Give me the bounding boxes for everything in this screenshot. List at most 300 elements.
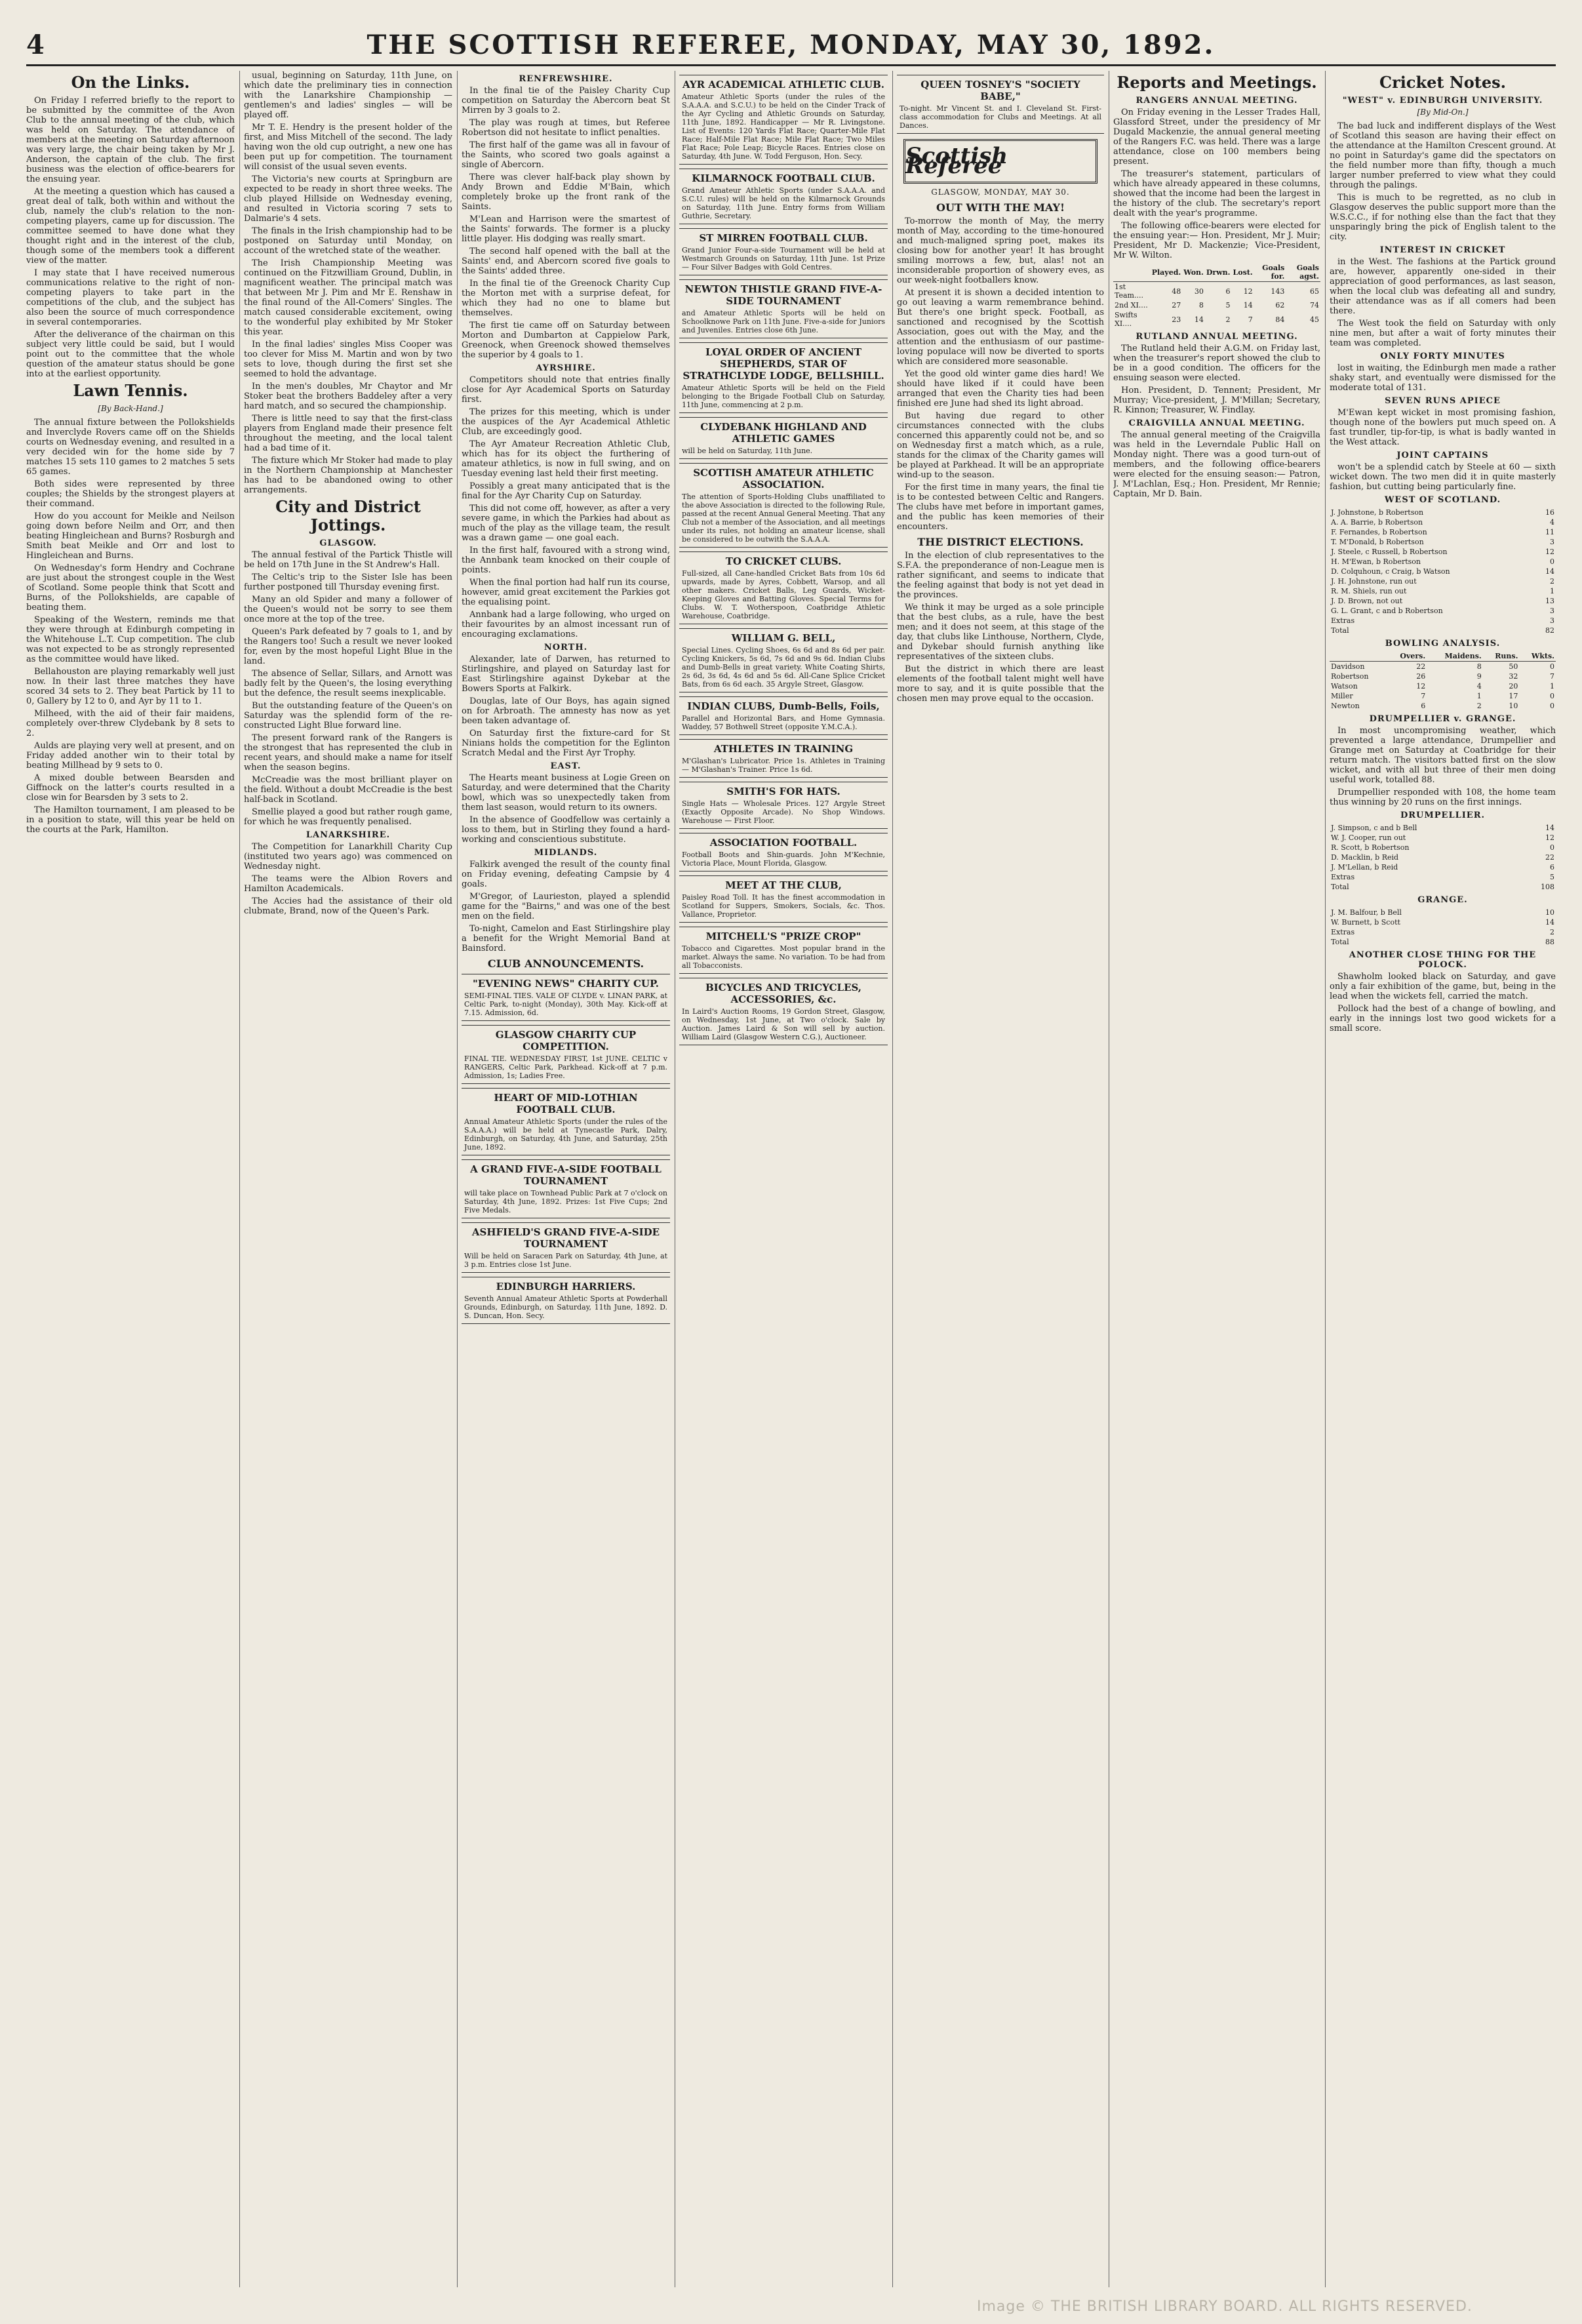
score-row [1330, 917, 1556, 927]
ad-heading: CLYDEBANK HIGHLAND AND ATHLETIC GAMES [700, 421, 867, 445]
score-row [1330, 567, 1556, 576]
ad-heading: EDINBURGH HARRIERS. [496, 1281, 636, 1292]
table-cell: 10 [1509, 702, 1518, 710]
runs-value: 14 [1545, 918, 1554, 927]
interest-article [1330, 257, 1556, 348]
batsman-entry: F. Fernandes, b Robertson [1331, 528, 1427, 536]
advertisement [679, 417, 888, 459]
ad-body: and Amateur Athletic Sports will be held on Schoolknowe Park on 11th June. Five-a-side for Juniors and Juveniles. Entries close 6th June. [682, 309, 885, 334]
paragraph: lost in waiting, the Edinburgh men made a rather shaky start, and eventually were dismissed for the moderate total of 131. [1330, 363, 1556, 393]
paragraph: The Competition for Lanarkhill Charity Cup (instituted two years ago) was commenced on Wednesday night. [244, 842, 452, 872]
column-header: Lost. [1232, 263, 1254, 282]
score-row [1330, 927, 1556, 937]
ad-body: FINAL TIE. WEDNESDAY FIRST, 1st JUNE. CELTIC v RANGERS, Celtic Park, Parkhead. Kick-off at 7 p.m. Admission, 1s; Ladies Free. [464, 1054, 667, 1080]
table-row [1330, 671, 1556, 681]
table-cell: Watson [1331, 682, 1358, 691]
paragraph: The Irish Championship Meeting was continued on the Fitzwilliam Ground, Dublin, in magnificent weather. The principal match was that between Mr J. Pim and Mr E. Renshaw in the final round of the All-Comers' Singles. The match caused considerable excitement, owing to the wonderful play exhibited by Mr Stoker this year. [244, 258, 452, 337]
tennis-article [26, 418, 235, 835]
paragraph: At present it is shown a decided intention to go out leaving a warm remembrance behind. But there's one bright speck. Football, as sanctioned and recognised by the Scottish Association, goes out with the May, and the attention and the enthusiasm of our pastime-loving populace will now be diverted to sports which are considered more seasonable. [897, 288, 1104, 367]
west-v-edinburgh-article [1330, 121, 1556, 242]
column-header [1113, 263, 1151, 282]
east-heading: EAST. [550, 761, 582, 771]
table-cell: 2 [1225, 315, 1231, 324]
links-article [26, 96, 235, 379]
advertisement [679, 551, 888, 624]
column-header: Played. [1151, 263, 1183, 282]
column-1 [26, 71, 235, 2287]
paragraph: Speaking of the Western, reminds me that they were through at Edinburgh competing in the Whitehouse L.T. Cup competition. The club was not expected to be as strongly represented as the committee would have liked. [26, 615, 235, 664]
table-cell: 27 [1172, 301, 1181, 310]
ad-body: Annual Amateur Athletic Sports (under the rules of the S.A.A.A.) will be held at Tynecastle Park, Dalry, Edinburgh, on Saturday, 4th June, and Saturday, 25th June, 1892. [464, 1117, 667, 1152]
table-cell: 1st Team.... [1115, 283, 1143, 300]
runs-value: 12 [1545, 833, 1554, 842]
runs-value: 4 [1550, 518, 1554, 527]
paragraph: Hon. President, D. Tennent; President, Mr Murray; Vice-president, J. M'Millan; Secretary, R. Kinnon; Treasurer, W. Findlay. [1113, 386, 1320, 415]
paragraph: The second half opened with the ball at the Saints' end, and Abercorn scored five goals to the Saints' added three. [462, 247, 670, 276]
runs-value: 1 [1550, 587, 1554, 595]
copyright-watermark: Image © THE BRITISH LIBRARY BOARD. ALL RIGHTS RESERVED. [977, 2298, 1473, 2315]
rutland-meeting-heading: RUTLAND ANNUAL MEETING. [1136, 332, 1298, 342]
table-row [1113, 282, 1320, 301]
runs-value: 14 [1545, 567, 1554, 576]
table-cell: Swifts XI.... [1115, 311, 1137, 328]
score-row [1330, 852, 1556, 862]
advertisement [679, 833, 888, 872]
table-cell: 17 [1509, 692, 1518, 700]
table-cell: 6 [1421, 702, 1426, 710]
advertisement [679, 228, 888, 275]
paragraph: The Accies had the assistance of their old clubmate, Brand, now of the Queen's Park. [244, 896, 452, 916]
paragraph: We think it may be urged as a sole principle that the best clubs, as a rule, have the best men; and it does not seem, at this stage of the day, that clubs like Linthouse, Northern, Clyde, and Dykebar should furnish anything like representatives of the sixteen clubs. [897, 603, 1104, 662]
ad-heading: HEART OF MID-LOTHIAN FOOTBALL CLUB. [494, 1092, 638, 1115]
score-row [1330, 937, 1556, 947]
column-4 [679, 71, 888, 2287]
club-announcements-heading: CLUB ANNOUNCEMENTS. [487, 957, 644, 970]
paragraph: M'Gregor, of Laurieston, played a splendid game for the "Bairns," and was one of the best men on the field. [462, 892, 670, 921]
paragraph: But the district in which there are least elements of the football talent might well have more to say, and it is quite possible that the chosen men may prove equal to the occasion. [897, 664, 1104, 704]
cricket-heading: Cricket Notes. [1379, 73, 1506, 92]
score-row [1330, 833, 1556, 843]
paragraph: Smellie played a good but rather rough game, for which he was frequently penalised. [244, 807, 452, 827]
paragraph: Bellahouston are playing remarkably well just now. In their last three matches they have scored 34 sets to 2. They beat Partick by 11 to 0, Gallery by 12 to 0, and Ayr by 11 to 1. [26, 667, 235, 706]
column-header: Goals for. [1254, 263, 1286, 282]
batsman-entry: T. M'Donald, b Robertson [1331, 538, 1424, 546]
batsman-entry: J. D. Brown, not out [1331, 597, 1403, 605]
forty-minutes-heading: ONLY FORTY MINUTES [1380, 351, 1505, 361]
ad-heading: MITCHELL'S "PRIZE CROP" [705, 931, 861, 942]
renfrewshire-article [462, 86, 670, 360]
rangers-meeting-article [1113, 108, 1320, 260]
table-cell: 5 [1225, 301, 1231, 310]
table-header-row [1330, 651, 1556, 662]
city-jottings-heading: City and District Jottings. [275, 497, 421, 534]
paragraph: A mixed double between Bearsden and Giffnock on the latter's courts resulted in a close win for Bearsden by 3 sets to 2. [26, 773, 235, 803]
paragraph: In the men's doubles, Mr Chaytor and Mr Stoker beat the brothers Baddeley after a very hard match, and so secured the championship. [244, 382, 452, 411]
table-cell: 9 [1476, 672, 1482, 681]
score-row [1330, 872, 1556, 882]
column-header: Goals agst. [1286, 263, 1320, 282]
paragraph: M'Ewan kept wicket in most promising fashion, though none of the bowlers put much speed on. A fast trundler, tip-for-tip, is what is badly wanted in the West attack. [1330, 408, 1556, 447]
ad-body: The attention of Sports-Holding Clubs unaffiliated to the above Association is directed to the following Rule, passed at the recent Annual General Meeting. That any Club not a member of the Association, and all meetings under its rules, not holding an amateur license, shall be considered to be outwith the S.A.A.A. [682, 492, 885, 544]
paragraph: in the West. The fashions at the Partick ground are, however, apparently one-sided in their appreciation of good performances, as last season, when the local club was defeating all and sundry, their attendance was as if all comers had been there. [1330, 257, 1556, 316]
page-number: 4 [26, 29, 45, 60]
paragraph: But the outstanding feature of the Queen's on Saturday was the splendid form of the re-constructed Light Blue forward line. [244, 701, 452, 731]
batsman-entry: R. M. Shiels, run out [1331, 587, 1407, 595]
ad-body: Grand Junior Four-a-side Tournament will be held at Westmarch Grounds on Saturday, 11th June. 1st Prize — Four Silver Badges with Gold Centres. [682, 246, 885, 271]
paragraph: Alexander, late of Darwen, has returned to Stirlingshire, and played on Saturday last for East Stirlingshire against Dykebar at the Bowers Sports at Falkirk. [462, 654, 670, 694]
batsman-entry: Extras [1331, 873, 1355, 881]
table-cell: Davidson [1331, 662, 1365, 671]
paragraph: In the first half, favoured with a strong wind, the Annbank team knocked on their couple of points. [462, 546, 670, 575]
table-cell: 0 [1550, 662, 1554, 671]
ad-body: In Laird's Auction Rooms, 19 Gordon Street, Glasgow, on Wednesday, 1st June, at Two o'clock. Sale by Auction. James Laird & Son will sell by auction. William Laird (Glasgow Western C.G.), Auctioneer. [682, 1007, 885, 1041]
batsman-entry: G. L. Grant, c and b Robertson [1331, 607, 1443, 615]
ad-heading: ASHFIELD'S GRAND FIVE-A-SIDE TOURNAMENT [471, 1226, 660, 1250]
ad-body: To-night. Mr Vincent St. and I. Cleveland St. First-class accommodation for Clubs and Meetings. At all Dances. [900, 104, 1101, 130]
runs-value: 82 [1545, 626, 1554, 635]
ad-body: Seventh Annual Amateur Athletic Sports at Powderhall Grounds, Edinburgh, on Saturday, 11th June, 1892. D. S. Duncan, Hon. Secy. [464, 1294, 667, 1320]
table-cell: Robertson [1331, 672, 1369, 681]
ad-heading: AYR ACADEMICAL ATHLETIC CLUB. [682, 79, 885, 90]
joint-captains-article [1330, 462, 1556, 492]
table-cell: 6 [1225, 287, 1231, 296]
advertisement [679, 739, 888, 778]
west-v-edinburgh-heading: "WEST" v. EDINBURGH UNIVERSITY. [1342, 96, 1543, 106]
paragraph: The annual general meeting of the Craigvilla was held in the Leverndale Public Hall on Monday night. There was a good turn-out of members, and the following office-bearers were elected for the ensuing season:— Patron, J. M'Lachlan, Esq.; Hon. President, Mr Rennie; Captain, Mr D. Bain. [1113, 430, 1320, 499]
column-7 [1330, 71, 1556, 2287]
ad-heading: SMITH'S FOR HATS. [726, 786, 840, 797]
column-rule [1325, 71, 1326, 2287]
runs-value: 22 [1545, 853, 1554, 862]
paragraph: Drumpellier responded with 108, the home team thus winning by 20 runs on the first innings. [1330, 788, 1556, 807]
ad-body: Full-sized, all Cane-handled Cricket Bats from 10s 6d upwards, made by Ayres, Cobbett, Warsop, and all other makers. Cricket Balls, Leg Guards, Wicket-Keeping Gloves and Batting Gloves. Special Terms for Clubs. W. T. Wotherspoon, Coatbridge Athletic Warehouse, Coatbridge. [682, 569, 885, 620]
advertisement [462, 1088, 670, 1155]
ad-heading: A GRAND FIVE-A-SIDE FOOTBALL TOURNAMENT [470, 1163, 662, 1187]
ad-heading: MEET AT THE CLUB, [725, 879, 842, 891]
paragraph: The prizes for this meeting, which is under the auspices of the Ayr Academical Athletic Club, are exceedingly good. [462, 407, 670, 437]
ad-heading: SCOTTISH AMATEUR ATHLETIC ASSOCIATION. [693, 467, 874, 491]
advertisement [462, 1159, 670, 1218]
paragraph: The Hamilton tournament, I am pleased to be in a position to state, will this year be held on the courts at the Park, Hamilton. [26, 805, 235, 835]
runs-value: 88 [1545, 938, 1554, 946]
table-header-row [1113, 263, 1320, 282]
paragraph: When the final portion had half run its course, however, amid great excitement the Parkies got the equalising point. [462, 578, 670, 607]
batsman-entry: W. J. Cooper, run out [1331, 833, 1406, 842]
score-row [1330, 537, 1556, 547]
score-row [1330, 606, 1556, 616]
paragraph: On Friday evening in the Lesser Trades Hall, Glassford Street, under the presidency of Mr Dugald Mackenzie, the annual general meeting of the Rangers F.C. was held. There was a large attendance, close on 100 members being present. [1113, 108, 1320, 167]
paragraph: Milheed, with the aid of their fair maidens, completely over-threw Clydebank by 8 sets to 2. [26, 709, 235, 738]
score-row [1330, 586, 1556, 596]
bowling-table [1330, 651, 1556, 711]
column-rule [239, 71, 240, 2287]
advertisement [679, 696, 888, 735]
column-header [1330, 651, 1387, 662]
paragraph: In the final tie of the Greenock Charity Cup the Morton met with a surprise defeat, for which they had no one to blame but themselves. [462, 279, 670, 318]
advertisement [679, 782, 888, 829]
column-header: Won. [1182, 263, 1205, 282]
column-header: Runs. [1483, 651, 1520, 662]
table-cell: 23 [1172, 315, 1181, 324]
runs-value: 0 [1550, 557, 1554, 566]
table-cell: 65 [1310, 287, 1319, 296]
runs-value: 16 [1545, 508, 1554, 517]
paragraph: The absence of Sellar, Sillars, and Arnott was badly felt by the Queen's, the losing everything but the defence, the result seems inexplicable. [244, 669, 452, 698]
seven-runs-heading: SEVEN RUNS APIECE [1385, 396, 1501, 406]
table-cell: 7 [1248, 315, 1253, 324]
table-cell: 22 [1416, 662, 1426, 671]
forty-minutes-article [1330, 363, 1556, 393]
ad-body: Will be held on Saracen Park on Saturday, 4th June, at 3 p.m. Entries close 1st June. [464, 1252, 667, 1269]
rutland-meeting-article [1113, 344, 1320, 415]
score-row [1330, 576, 1556, 586]
paragraph: On Friday I referred briefly to the report to be submitted by the committee of the Avon Club to the annual meeting of the club, which was held on Saturday. The attendance of members at the meeting on Saturday afternoon was very large, the chair being taken by Mr J. Anderson, the captain of the club. The first business was the election of office-bearers for the ensuing year. [26, 96, 235, 184]
ad-heading: QUEEN TOSNEY'S "SOCIETY BABE," [920, 79, 1080, 102]
pollock-article [1330, 972, 1556, 1033]
table-cell: 50 [1509, 662, 1518, 671]
paragraph: The fixture which Mr Stoker had made to play in the Northern Championship at Manchester has had to be abandoned owing to other arrangements. [244, 456, 452, 495]
paragraph: usual, beginning on Saturday, 11th June, on which date the preliminary ties in connection with the Lanarkshire Championship — gentlemen's and ladies' singles — will be played off. [244, 71, 452, 120]
paragraph: The finals in the Irish championship had to be postponed on Saturday until Monday, on account of the wretched state of the weather. [244, 226, 452, 256]
paragraph: Both sides were represented by three couples; the Shields by the strongest players at their command. [26, 479, 235, 509]
table-cell: 12 [1243, 287, 1253, 296]
paragraph: In the election of club representatives to the S.F.A. the preponderance of non-League men is rather significant, and seems to indicate that the feeling against that body is not yet dead in the provinces. [897, 551, 1104, 600]
ad-body: Special Lines. Cycling Shoes, 6s 6d and 8s 6d per pair. Cycling Knickers, 5s 6d, 7s 6d and 9s 6d. Indian Clubs and Dumb-Bells in great variety. White Coating Shirts, 2s 6d, 3s 6d, 4s 6d and 5s 6d. All-Cane Splice Cricket Bats, from 6s 6d each. 35 Argyle Street, Glasgow. [682, 646, 885, 689]
dateline: GLASGOW, MONDAY, MAY 30. [931, 188, 1070, 197]
seven-runs-article [1330, 408, 1556, 447]
advertisement [462, 1222, 670, 1273]
tennis-continued [244, 71, 452, 495]
midlands-article [462, 860, 670, 953]
table-row [1330, 701, 1556, 711]
batsman-entry: D. Colquhoun, c Craig, b Watson [1331, 567, 1450, 576]
ad-heading: ATHLETES IN TRAINING [713, 743, 854, 755]
ad-heading: INDIAN CLUBS, Dumb-Bells, Foils, [687, 700, 880, 712]
table-cell: 1 [1550, 682, 1554, 691]
score-row [1330, 862, 1556, 872]
table-cell: 7 [1421, 692, 1426, 700]
advertisement [679, 169, 888, 224]
table-cell: 84 [1275, 315, 1285, 324]
top-advertisement [897, 75, 1104, 134]
reports-heading: Reports and Meetings. [1117, 73, 1317, 92]
ad-body: Single Hats — Wholesale Prices. 127 Argyle Street (Exactly Opposite Arcade). No Shop Windows. Warehouse — First Floor. [682, 799, 885, 825]
ad-heading: "EVENING NEWS" CHARITY CUP. [472, 978, 659, 990]
score-row [1330, 843, 1556, 852]
paragraph: In the absence of Goodfellow was certainly a loss to them, but in Stirling they found a hard-working and conscientious substitute. [462, 815, 670, 845]
table-cell: 26 [1416, 672, 1426, 681]
paragraph: The first half of the game was all in favour of the Saints, who scored two goals against a single of Abercorn. [462, 140, 670, 170]
runs-value: 6 [1550, 863, 1554, 872]
renfrewshire-heading: RENFREWSHIRE. [519, 74, 613, 84]
table-cell: 45 [1310, 315, 1319, 324]
table-cell: 1 [1476, 692, 1482, 700]
table-cell: 74 [1310, 301, 1319, 310]
table-cell: 30 [1194, 287, 1204, 296]
column-rule [892, 71, 893, 2287]
runs-value: 14 [1545, 824, 1554, 832]
paragraph: won't be a splendid catch by Steele at 60 — sixth wicket down. The two men did it in quite masterly fashion, but cutting being particularly fine. [1330, 462, 1556, 492]
paragraph: Many an old Spider and many a follower of the Queen's would not be sorry to see them once more at the top of the tree. [244, 595, 452, 624]
score-row [1330, 547, 1556, 557]
paragraph: This is much to be regretted, as no club in Glasgow deserves the public support more than the W.S.C.C., if for nothing else than the fact that they unsparingly bring the pick of English talent to the city. [1330, 193, 1556, 242]
batsman-entry: Extras [1331, 928, 1355, 936]
table-cell: 4 [1476, 682, 1482, 691]
west-scorecard-heading: WEST OF SCOTLAND. [1384, 495, 1501, 505]
column-header: Maidens. [1427, 651, 1483, 662]
ad-body: M'Glashan's Lubricator. Price 1s. Athletes in Training — M'Glashan's Trainer. Price 1s 6d. [682, 757, 885, 774]
table-cell: 7 [1550, 672, 1554, 681]
north-article [462, 654, 670, 758]
table-cell: Newton [1331, 702, 1360, 710]
paragraph: In most uncompromising weather, which prevented a large attendance, Drumpellier and Grange met on Saturday at Coatbridge for their return match. The visitors batted first on the slow wicket, and with all but three of their men doing useful work, totalled 88. [1330, 726, 1556, 785]
score-row [1330, 882, 1556, 892]
tennis-heading: Lawn Tennis. [73, 381, 188, 400]
paragraph: The treasurer's statement, particulars of which have already appeared in these columns, showed that the income had been the largest in the history of the club. The secretary's report dealt with the year's programme. [1113, 169, 1320, 218]
score-row [1330, 626, 1556, 635]
batsman-entry: W. Burnett, b Scott [1331, 918, 1400, 927]
table-cell: 8 [1476, 662, 1482, 671]
paragraph: The first tie came off on Saturday between Morton and Dumbarton at Cappielow Park, Greenock, when Greenock showed themselves the superior by 4 goals to 1. [462, 321, 670, 360]
ad-heading: LOYAL ORDER OF ANCIENT SHEPHERDS, STAR OF STRATHCLYDE LODGE, BELLSHILL. [682, 346, 884, 382]
batsman-entry: D. Macklin, b Reid [1331, 853, 1399, 862]
batsman-entry: J. Steele, c Russell, b Robertson [1331, 548, 1448, 556]
advertisement [679, 342, 888, 413]
ad-heading: TO CRICKET CLUBS. [725, 555, 842, 567]
paragraph: Possibly a great many anticipated that is the final for the Ayr Charity Cup on Saturday. [462, 481, 670, 501]
column-3 [462, 71, 670, 2287]
table-cell: 62 [1275, 301, 1285, 310]
lanarkshire-heading: LANARKSHIRE. [306, 830, 391, 840]
paragraph: Falkirk avenged the result of the county final on Friday evening, defeating Campsie by 4 goals. [462, 860, 670, 889]
paragraph: The following office-bearers were elected for the ensuing year:— Hon. President, Mr J. Muir; President, Mr D. Mackenzie; Vice-President, Mr W. Wilton. [1113, 221, 1320, 260]
paragraph: The Hearts meant business at Logie Green on Saturday, and were determined that the Charity bowl, which was so unexpectedly taken from them last season, would return to its owners. [462, 773, 670, 812]
paragraph: In the final ladies' singles Miss Cooper was too clever for Miss M. Martin and won by two sets to love, though during the first set she seemed to hold the advantage. [244, 340, 452, 379]
lanarkshire-article [244, 842, 452, 916]
table-cell: 2 [1476, 702, 1482, 710]
rangers-record-table [1113, 263, 1320, 329]
newspaper-logo: Scottish Referee [903, 139, 1098, 184]
advertisement [679, 75, 888, 165]
paragraph: For the first time in many years, the final tie is to be contested between Celtic and Rangers. The clubs have met before in important games, and the public has keen memories of their encounters. [897, 483, 1104, 532]
table-cell: 143 [1271, 287, 1285, 296]
ayrshire-article [462, 375, 670, 639]
paragraph: The annual festival of the Partick Thistle will be held on 17th June in the St Andrew's Hall. [244, 550, 452, 570]
leader-heading: OUT WITH THE MAY! [936, 201, 1065, 214]
batsman-entry: Total [1331, 938, 1349, 946]
advertisement [679, 463, 888, 548]
batsman-entry: J. H. Johnstone, run out [1331, 577, 1417, 586]
table-cell: 0 [1550, 692, 1554, 700]
table-row [1113, 310, 1320, 329]
paragraph: How do you account for Meikle and Neilson going down before Neilm and Orr, and then beating Hingleichean and Burns? Rosburgh and Smith beat Meikle and Orr and lost to Hingleichean and Burns. [26, 511, 235, 561]
runs-value: 5 [1550, 873, 1554, 881]
paragraph: The present forward rank of the Rangers is the strongest that has represented the club in recent years, and should make a name for itself when the season begins. [244, 733, 452, 772]
table-row [1113, 300, 1320, 310]
column-header: Wkts. [1519, 651, 1556, 662]
newspaper-title: THE SCOTTISH REFEREE, MONDAY, MAY 30, 1892. [366, 29, 1216, 60]
advertisement [679, 875, 888, 923]
table-cell: 12 [1416, 682, 1426, 691]
advertisement [679, 279, 888, 338]
club-ads [462, 974, 670, 1324]
tennis-byline: [By Back-Hand.] [98, 404, 163, 413]
ad-body: SEMI-FINAL TIES. VALE OF CLYDE v. LINAN PARK, at Celtic Park, to-night (Monday), 30th May. Kick-off at 7.15. Admission, 6d. [464, 992, 667, 1017]
table-cell: Miller [1331, 692, 1353, 700]
column-2 [244, 71, 452, 2287]
table-row [1330, 662, 1556, 672]
paragraph: To-morrow the month of May, the merry month of May, according to the time-honoured and much-maligned spring poet, makes its closing bow for another year! It has brought smiling morrows a few, but, alas! not an inconsiderable proportion of showery eves, as our week-night footballers know. [897, 216, 1104, 285]
ad-body: Tobacco and Cigarettes. Most popular brand in the market. Always the same. No variation. To be had from all Tobacconists. [682, 944, 885, 970]
table-row [1330, 681, 1556, 691]
grange-scorecard-heading: GRANGE. [1417, 895, 1468, 905]
rangers-meeting-heading: RANGERS ANNUAL MEETING. [1136, 96, 1298, 106]
advertisement [462, 1277, 670, 1324]
paragraph: Queen's Park defeated by 7 goals to 1, and by the Rangers too! Such a result we never looked for, even by the most hopeful Light Blue in the land. [244, 627, 452, 666]
batsman-entry: Extras [1331, 616, 1355, 625]
links-heading: On the Links. [71, 73, 190, 92]
paragraph: To-night, Camelon and East Stirlingshire play a benefit for the Wright Memorial Band at Bainsford. [462, 924, 670, 953]
interest-heading: INTEREST IN CRICKET [1379, 245, 1506, 255]
drumpellier-grange-article [1330, 726, 1556, 807]
ad-body: Grand Amateur Athletic Sports (under S.A.A.A. and S.C.U. rules) will be held on the Kilmarnock Grounds on Saturday, 11th June. Entry forms from William Guthrie, Secretary. [682, 186, 885, 220]
column-5 [897, 71, 1104, 2287]
paragraph: The Celtic's trip to the Sister Isle has been further postponed till Thursday evening first. [244, 572, 452, 592]
paragraph: McCreadie was the most brilliant player on the field. Without a doubt McCreadie is the best half-back in Scotland. [244, 775, 452, 805]
runs-value: 11 [1545, 528, 1554, 536]
score-row [1330, 596, 1556, 606]
paragraph: Pollock had the best of a change of bowling, and early in the innings lost two good wickets for a small score. [1330, 1004, 1556, 1033]
paragraph: At the meeting a question which has caused a great deal of talk, both within and without the club, namely the club's relation to the non-competing players, came up for discussion. The committee seemed to have done what they thought right and in the interest of the club, though some of the members took a different view of the matter. [26, 187, 235, 266]
drumpellier-scorecard [1330, 823, 1556, 892]
batsman-entry: J. M'Lellan, b Reid [1331, 863, 1398, 872]
runs-value: 2 [1550, 577, 1554, 586]
column-6 [1113, 71, 1320, 2287]
runs-value: 3 [1550, 616, 1554, 625]
north-heading: NORTH. [544, 643, 588, 652]
runs-value: 2 [1550, 928, 1554, 936]
ad-body: Paisley Road Toll. It has the finest accommodation in Scotland for Suppers, Smokers, Socials, &c. Thos. Vallance, Proprietor. [682, 893, 885, 919]
ad-heading: ASSOCIATION FOOTBALL. [709, 837, 858, 849]
runs-value: 0 [1550, 843, 1554, 852]
batsman-entry: H. M'Ewan, b Robertson [1331, 557, 1421, 566]
paragraph: Annbank had a large following, who urged on their favourites by an almost incessant run of encouraging exclamations. [462, 610, 670, 639]
masthead [26, 25, 1556, 66]
advertisements [679, 75, 888, 1045]
glasgow-heading: GLASGOW. [319, 538, 377, 548]
paragraph: Yet the good old winter game dies hard! We should have liked if it could have been arranged that even the Charity ties had been finished ere June had shed its light abroad. [897, 369, 1104, 409]
paragraph: The play was rough at times, but Referee Robertson did not hesitate to inflict penalties. [462, 118, 670, 138]
advertisement [462, 1025, 670, 1084]
score-row [1330, 527, 1556, 537]
advertisement [679, 628, 888, 692]
batsman-entry: J. Johnstone, b Robertson [1331, 508, 1424, 517]
table-cell: 14 [1243, 301, 1253, 310]
paragraph: This did not come off, however, as after a very severe game, in which the Parkies had about as much of the play as the village team, the result was a drawn game — one goal each. [462, 504, 670, 543]
paragraph: The Ayr Amateur Recreation Athletic Club, which has for its object the furthering of amateur athletics, is now in full swing, and on Tuesday evening last held their first meeting. [462, 439, 670, 479]
score-row [1330, 823, 1556, 833]
ad-heading: BICYCLES AND TRICYCLES, ACCESSORIES, &c. [705, 982, 862, 1005]
table-cell: 14 [1194, 315, 1204, 324]
ad-body: Parallel and Horizontal Bars, and Home Gymnasia. Waddey, 57 Bothwell Street (opposite Y.M.C.A.). [682, 714, 885, 731]
batsman-entry: J. Simpson, c and b Bell [1331, 824, 1417, 832]
advertisement [679, 978, 888, 1045]
score-row [1330, 908, 1556, 917]
paragraph: There is little need to say that the first-class players from England made their presence felt throughout the meeting, and the local talent had a bad time of it. [244, 414, 452, 453]
batsman-entry: J. M. Balfour, b Bell [1331, 908, 1402, 917]
bowling-heading: BOWLING ANALYSIS. [1385, 639, 1501, 649]
paragraph: The Rutland held their A.G.M. on Friday last, when the treasurer's report showed the club to be in a good condition. The officers for the ensuing season were elected. [1113, 344, 1320, 383]
